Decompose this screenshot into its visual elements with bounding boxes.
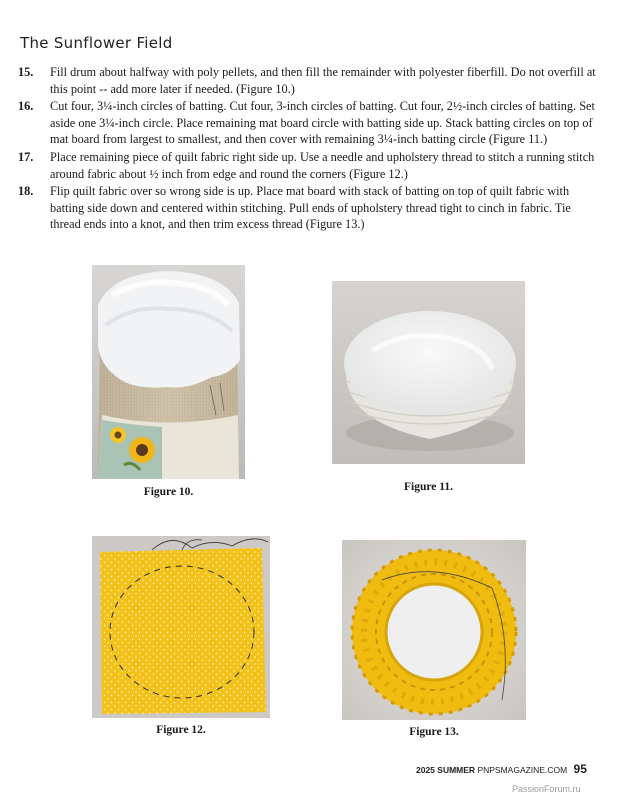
footer-season: 2025 SUMMER — [416, 765, 476, 775]
step-number: 18. — [18, 184, 34, 199]
figure-10-caption: Figure 10. — [143, 486, 194, 498]
figure-12-caption: Figure 12. — [156, 724, 206, 736]
step-17 — [18, 149, 598, 182]
step-15 — [18, 64, 598, 97]
figure-12-photo — [92, 536, 270, 718]
figure-11-caption: Figure 11. — [404, 481, 453, 493]
step-number: 16. — [18, 99, 34, 114]
figure-13-photo — [342, 540, 526, 720]
step-18 — [18, 183, 598, 233]
page-footer — [416, 762, 587, 776]
step-text: Place remaining piece of quilt fabric right side up. Use a needle and upholstery thread to stitch a running stitch around fabric about ½ inch from edge and round the corners (Figure 12.) — [50, 149, 595, 181]
step-text: Flip quilt fabric over so wrong side is up. Place mat board with stack of batting on top of quilt fabric with batting side down and centered within stitching. Pull ends of upholstery thread tight to cinch in fabric. Tie thread ends into a knot, and then trim excess thread (Figure 13.) — [50, 184, 571, 232]
figure-13-caption: Figure 13. — [409, 726, 459, 738]
figure-10-photo — [92, 265, 245, 479]
step-number: 17. — [18, 149, 34, 164]
footer-site: PNPSMAGAZINE.COM — [477, 765, 568, 775]
watermark-text: PassionForum.ru — [512, 784, 581, 794]
step-16 — [18, 98, 598, 148]
step-text: Cut four, 3¼-inch circles of batting. Cut four, 3-inch circles of batting. Cut four, 2½-inch circles of batting. Set aside one 3¼-inch circle. Place remaining mat board circle with batting side up. Stack batting circles on top of mat board from largest to smallest, and then cover with remaining 3¼-inch batting circle (Figure 11.) — [50, 99, 595, 147]
figure-11-photo — [332, 281, 525, 464]
instruction-steps — [18, 64, 598, 234]
step-number: 15. — [18, 65, 34, 79]
page-number: 95 — [573, 762, 587, 776]
step-text: Fill drum about halfway with poly pellets, and then fill the remainder with polyester fiberfill. Do not overfill at this point -- add more later if needed. (Figure 10.) — [50, 65, 596, 96]
page-title: The Sunflower Field — [20, 34, 173, 52]
